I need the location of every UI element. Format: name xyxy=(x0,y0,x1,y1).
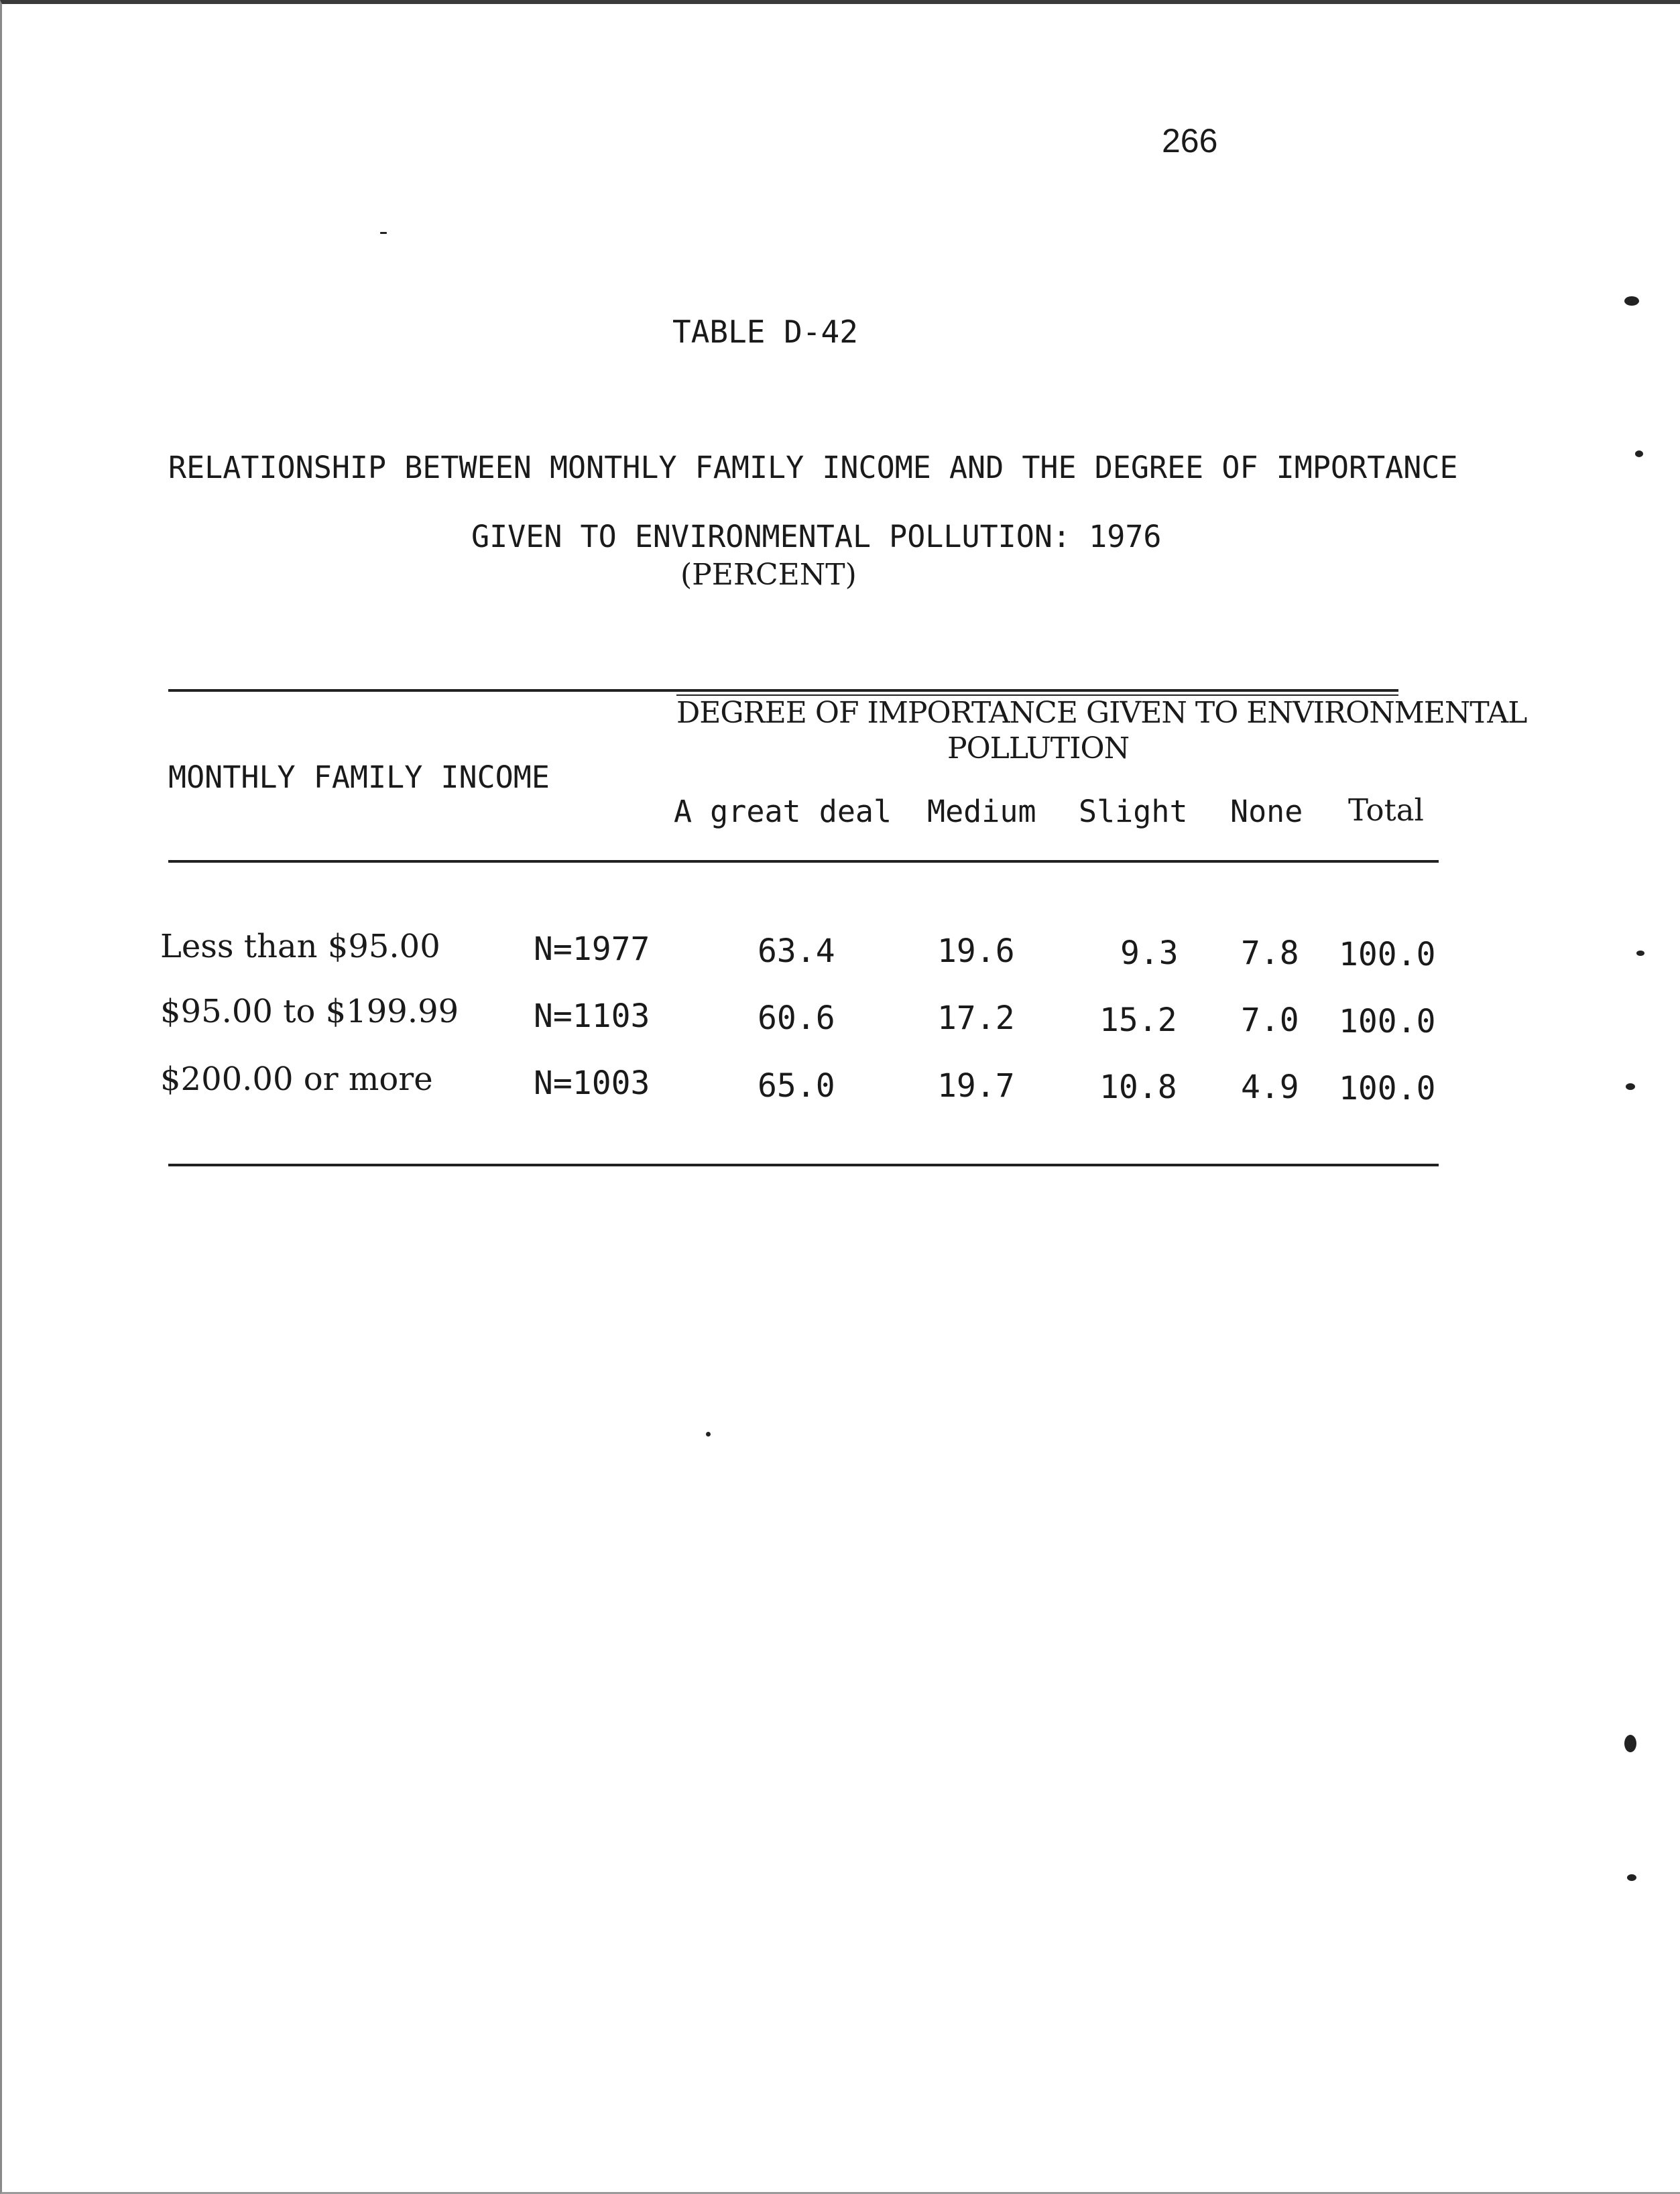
cell-slight: 10.8 xyxy=(1099,1069,1177,1106)
page-number: 266 xyxy=(1162,122,1218,160)
cell-slight: 9.3 xyxy=(1120,934,1179,972)
cell-total: 100.0 xyxy=(1339,1003,1436,1040)
column-header-slight: Slight xyxy=(1079,794,1188,829)
cell-great-deal: 60.6 xyxy=(758,999,835,1037)
column-header-total: Total xyxy=(1348,792,1424,828)
column-header-great-deal: A great deal xyxy=(674,794,892,829)
scan-speck xyxy=(706,1432,711,1437)
row-n: N=1977 xyxy=(534,930,650,968)
table-unit-label: (PERCENT) xyxy=(680,558,857,592)
cell-great-deal: 65.0 xyxy=(758,1067,835,1105)
cell-none: 7.0 xyxy=(1241,1001,1299,1039)
scan-speck xyxy=(1624,296,1639,306)
row-label: $95.00 to $199.99 xyxy=(160,993,459,1030)
scan-speck xyxy=(380,232,387,234)
group-header-continued: POLLUTION xyxy=(947,731,1130,766)
cell-medium: 17.2 xyxy=(937,999,1015,1037)
row-n: N=1103 xyxy=(534,997,650,1035)
row-n: N=1003 xyxy=(534,1064,650,1102)
cell-total: 100.0 xyxy=(1339,936,1436,973)
row-label: Less than $95.00 xyxy=(160,928,440,965)
cell-medium: 19.6 xyxy=(937,932,1015,970)
table-top-rule xyxy=(168,689,1398,692)
column-header-medium: Medium xyxy=(927,794,1036,829)
cell-none: 4.9 xyxy=(1241,1069,1299,1106)
cell-medium: 19.7 xyxy=(937,1067,1015,1105)
column-header-none: None xyxy=(1230,794,1303,829)
table-title-line-1: RELATIONSHIP BETWEEN MONTHLY FAMILY INCOME AND THE DEGREE OF IMPORTANCE xyxy=(168,450,1458,485)
group-header: DEGREE OF IMPORTANCE GIVEN TO ENVIRONMENTAL xyxy=(676,696,1527,730)
table-bottom-rule xyxy=(168,1164,1439,1166)
cell-total: 100.0 xyxy=(1339,1070,1436,1107)
table-label: TABLE D-42 xyxy=(672,314,858,350)
cell-slight: 15.2 xyxy=(1099,1001,1177,1039)
row-header: MONTHLY FAMILY INCOME xyxy=(168,759,550,795)
scan-speck xyxy=(1636,951,1644,956)
scan-speck xyxy=(1635,450,1643,457)
table-title-line-2: GIVEN TO ENVIRONMENTAL POLLUTION: 1976 xyxy=(471,519,1162,554)
cell-none: 7.8 xyxy=(1241,934,1299,972)
scan-speck xyxy=(1626,1083,1635,1090)
scan-speck xyxy=(1627,1874,1636,1881)
header-bottom-rule xyxy=(168,860,1439,863)
cell-great-deal: 63.4 xyxy=(758,932,835,970)
row-label: $200.00 or more xyxy=(160,1060,433,1098)
scan-speck xyxy=(1624,1735,1636,1752)
